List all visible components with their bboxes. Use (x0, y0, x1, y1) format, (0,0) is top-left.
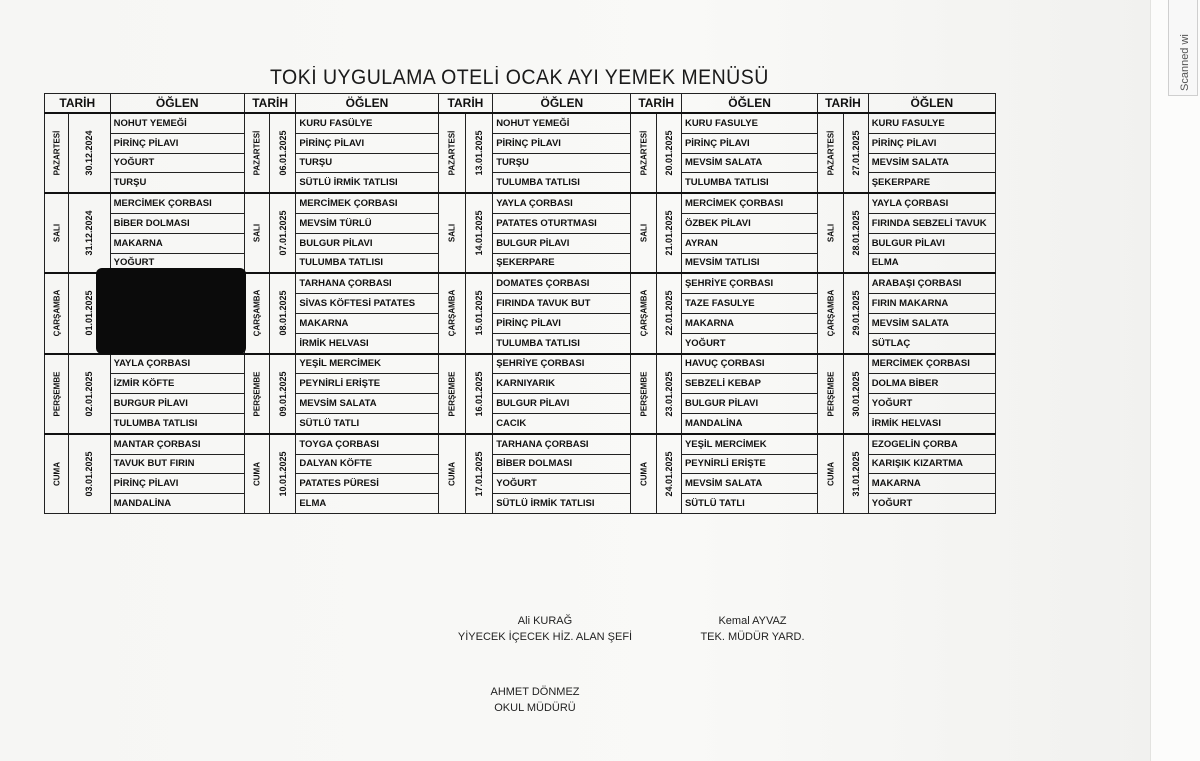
menu-item: EZOGELİN ÇORBA (868, 434, 995, 454)
day-label: ÇARŞAMBA (252, 290, 262, 337)
header-date: TARİH (631, 94, 681, 114)
day-cell (438, 193, 465, 273)
date-label: 15.01.2025 (474, 290, 485, 336)
day-cell (631, 113, 656, 193)
menu-item: AYRAN (681, 233, 817, 253)
date-label: 03.01.2025 (84, 451, 95, 497)
menu-item: PİRİNÇ PİLAVI (868, 133, 995, 153)
header-lunch: ÖĞLEN (681, 94, 817, 114)
day-label: PERŞEMBE (826, 371, 836, 417)
menu-item: BULGUR PİLAVI (296, 233, 438, 253)
menu-item: İRMİK HELVASI (296, 333, 438, 353)
date-label: 20.01.2025 (663, 130, 674, 176)
day-label: SALI (252, 224, 262, 243)
day-label: CUMA (52, 461, 62, 486)
date-label: 07.01.2025 (277, 210, 288, 256)
menu-item: PİRİNÇ PİLAVI (110, 133, 244, 153)
date-cell (844, 273, 868, 353)
date-label: 09.01.2025 (277, 371, 288, 417)
day-cell (244, 193, 269, 273)
menu-item: MANDALİNA (681, 413, 817, 433)
date-cell (465, 273, 492, 353)
date-cell (465, 193, 492, 273)
menu-item: YOĞURT (868, 394, 995, 414)
menu-item: YOĞURT (110, 153, 244, 173)
day-label: CUMA (826, 461, 836, 486)
menu-item: KURU FASULYE (868, 113, 995, 133)
menu-item: ELMA (868, 253, 995, 273)
menu-item: YAYLA ÇORBASI (868, 193, 995, 213)
menu-item: YOĞURT (681, 333, 817, 353)
menu-item: BULGUR PİLAVI (681, 394, 817, 414)
table-row (45, 434, 996, 454)
menu-item: KURU FASÜLYE (296, 113, 438, 133)
menu-item: İRMİK HELVASI (868, 413, 995, 433)
menu-item: MAKARNA (110, 233, 244, 253)
date-cell (465, 113, 492, 193)
day-label: CUMA (252, 461, 262, 486)
menu-item: TURŞU (296, 153, 438, 173)
date-label: 23.01.2025 (663, 371, 674, 417)
menu-item: TARHANA ÇORBASI (296, 273, 438, 293)
date-label: 30.01.2025 (851, 371, 862, 417)
day-label: SALI (52, 224, 62, 243)
menu-item: ELMA (296, 494, 438, 514)
scan-watermark-text: Scanned wi (1179, 34, 1191, 91)
day-cell (631, 434, 656, 514)
menu-item: TULUMBA TATLISI (296, 253, 438, 273)
date-cell (69, 193, 110, 273)
menu-item: ÖZBEK PİLAVI (681, 213, 817, 233)
header-date: TARİH (818, 94, 868, 114)
date-label: 24.01.2025 (663, 451, 674, 497)
menu-item: SÜTLÜ TATLI (296, 413, 438, 433)
redaction-block (96, 268, 246, 354)
menu-item: ŞEKERPARE (493, 253, 631, 273)
menu-item: TOYGA ÇORBASI (296, 434, 438, 454)
menu-item: MANTAR ÇORBASI (110, 434, 244, 454)
menu-item: FIRIN MAKARNA (868, 294, 995, 314)
day-cell (631, 273, 656, 353)
menu-item: PİRİNÇ PİLAVI (493, 133, 631, 153)
signature-name: Kemal AYVAZ (718, 615, 787, 627)
date-cell (656, 354, 681, 434)
date-label: 28.01.2025 (851, 210, 862, 256)
header-lunch: ÖĞLEN (493, 94, 631, 114)
menu-item: TURŞU (493, 153, 631, 173)
day-cell (438, 113, 465, 193)
date-cell (844, 434, 868, 514)
menu-item: MERCİMEK ÇORBASI (296, 193, 438, 213)
menu-item: TULUMBA TATLISI (681, 173, 817, 193)
date-cell (465, 354, 492, 434)
table-row (45, 354, 996, 374)
day-label: ÇARŞAMBA (447, 290, 457, 337)
page-title: TOKİ UYGULAMA OTELİ OCAK AYI YEMEK MENÜSÜ (270, 66, 769, 89)
menu-item: YOĞURT (868, 494, 995, 514)
date-cell (656, 434, 681, 514)
menu-item: PİRİNÇ PİLAVI (681, 133, 817, 153)
day-cell (45, 113, 69, 193)
menu-item: İZMİR KÖFTE (110, 374, 244, 394)
date-cell (844, 193, 868, 273)
menu-item: FIRINDA TAVUK BUT (493, 294, 631, 314)
signature-name: AHMET DÖNMEZ (490, 686, 580, 698)
day-cell (244, 434, 269, 514)
date-label: 22.01.2025 (663, 290, 674, 336)
day-label: ÇARŞAMBA (52, 290, 62, 337)
menu-item: SEBZELİ KEBAP (681, 374, 817, 394)
day-label: PERŞEMBE (52, 371, 62, 417)
date-cell (465, 434, 492, 514)
signature-role: TEK. MÜDÜR YARD. (700, 631, 805, 643)
signature-block-3 (475, 684, 595, 716)
menu-item: TAVUK BUT FIRIN (110, 454, 244, 474)
menu-item: TULUMBA TATLISI (110, 413, 244, 433)
date-label: 31.12.2024 (84, 210, 95, 256)
menu-item: SÜTLÜ TATLI (681, 494, 817, 514)
menu-item: MEVSİM SALATA (868, 313, 995, 333)
day-cell (45, 193, 69, 273)
day-cell (818, 113, 844, 193)
date-cell (270, 113, 296, 193)
menu-item: YAYLA ÇORBASI (110, 354, 244, 374)
menu-item: BİBER DOLMASI (493, 454, 631, 474)
menu-item: FIRINDA SEBZELİ TAVUK (868, 213, 995, 233)
table-row (45, 113, 996, 133)
menu-item: MERCİMEK ÇORBASI (681, 193, 817, 213)
date-label: 02.01.2025 (84, 371, 95, 417)
menu-item: MEVSİM TATLISI (681, 253, 817, 273)
menu-item: DOLMA BİBER (868, 374, 995, 394)
date-label: 14.01.2025 (474, 210, 485, 256)
date-label: 29.01.2025 (851, 290, 862, 336)
day-cell (818, 434, 844, 514)
day-cell (631, 354, 656, 434)
day-cell (631, 193, 656, 273)
header-date: TARİH (244, 94, 295, 114)
signature-name: Ali KURAĞ (517, 615, 573, 627)
date-label: 30.12.2024 (84, 130, 95, 176)
menu-item: DOMATES ÇORBASI (493, 273, 631, 293)
menu-item: TULUMBA TATLISI (493, 333, 631, 353)
menu-item: SÜTLÜ İRMİK TATLISI (296, 173, 438, 193)
menu-item: PEYNİRLİ ERİŞTE (296, 374, 438, 394)
date-cell (270, 273, 296, 353)
menu-item: PİRİNÇ PİLAVI (493, 313, 631, 333)
day-cell (438, 434, 465, 514)
date-label: 31.01.2025 (851, 451, 862, 497)
day-label: PAZARTESİ (52, 130, 62, 176)
day-label: SALI (639, 224, 649, 243)
menu-item: SİVAS KÖFTESİ PATATES (296, 294, 438, 314)
menu-item: TAZE FASULYE (681, 294, 817, 314)
menu-item: CACIK (493, 413, 631, 433)
header-date: TARİH (45, 94, 111, 114)
day-label: SALI (447, 224, 457, 243)
day-label: ÇARŞAMBA (826, 290, 836, 337)
menu-item: TARHANA ÇORBASI (493, 434, 631, 454)
page-edge (1150, 0, 1200, 761)
day-cell (818, 193, 844, 273)
day-label: PAZARTESİ (447, 130, 457, 176)
date-cell (270, 354, 296, 434)
date-cell (844, 113, 868, 193)
menu-item: DALYAN KÖFTE (296, 454, 438, 474)
date-label: 06.01.2025 (277, 130, 288, 176)
menu-item: NOHUT YEMEĞİ (110, 113, 244, 133)
menu-item: PEYNİRLİ ERİŞTE (681, 454, 817, 474)
date-label: 21.01.2025 (663, 210, 674, 256)
day-label: CUMA (447, 461, 457, 486)
signature-role: YİYECEK İÇECEK HİZ. ALAN ŞEFİ (457, 631, 633, 643)
menu-item: TULUMBA TATLISI (493, 173, 631, 193)
menu-item: ŞEHRİYE ÇORBASI (493, 354, 631, 374)
menu-item: HAVUÇ ÇORBASI (681, 354, 817, 374)
menu-item: YEŞİL MERCİMEK (296, 354, 438, 374)
header-date: TARİH (438, 94, 493, 114)
date-label: 16.01.2025 (474, 371, 485, 417)
menu-item: MANDALİNA (110, 494, 244, 514)
menu-item: ŞEHRİYE ÇORBASI (681, 273, 817, 293)
date-label: 13.01.2025 (474, 130, 485, 176)
header-lunch: ÖĞLEN (296, 94, 438, 114)
date-label: 01.01.2025 (84, 290, 95, 336)
day-label: PERŞEMBE (252, 371, 262, 417)
menu-item: ARABAŞI ÇORBASI (868, 273, 995, 293)
menu-item: PİRİNÇ PİLAVI (110, 474, 244, 494)
menu-item: MEVSİM SALATA (296, 394, 438, 414)
menu-item: ŞEKERPARE (868, 173, 995, 193)
date-label: 08.01.2025 (277, 290, 288, 336)
day-label: SALI (826, 224, 836, 243)
menu-item: MERCİMEK ÇORBASI (110, 193, 244, 213)
date-cell (69, 113, 110, 193)
day-cell (438, 273, 465, 353)
menu-item: MEVSİM SALATA (681, 153, 817, 173)
menu-item: YOĞURT (110, 253, 244, 273)
signature-block-2 (680, 613, 825, 645)
menu-item: MAKARNA (296, 313, 438, 333)
menu-item: BURGUR PİLAVI (110, 394, 244, 414)
day-cell (45, 434, 69, 514)
menu-item: KURU FASULYE (681, 113, 817, 133)
date-cell (69, 354, 110, 434)
menu-item: YEŞİL MERCİMEK (681, 434, 817, 454)
day-cell (438, 354, 465, 434)
menu-item: MEVSİM SALATA (681, 474, 817, 494)
header-lunch: ÖĞLEN (868, 94, 995, 114)
day-cell (818, 354, 844, 434)
menu-item: KARNIYARIK (493, 374, 631, 394)
date-cell (270, 434, 296, 514)
menu-item: NOHUT YEMEĞİ (493, 113, 631, 133)
table-row (45, 193, 996, 213)
menu-item: KARIŞIK KIZARTMA (868, 454, 995, 474)
menu-item: SÜTLÜ İRMİK TATLISI (493, 494, 631, 514)
date-cell (844, 354, 868, 434)
day-cell (244, 113, 269, 193)
menu-item: BULGUR PİLAVI (868, 233, 995, 253)
day-label: PAZARTESİ (639, 130, 649, 176)
menu-item: PİRİNÇ PİLAVI (296, 133, 438, 153)
menu-item: SÜTLAÇ (868, 333, 995, 353)
day-cell (45, 354, 69, 434)
signature-block-1 (455, 613, 635, 645)
date-label: 10.01.2025 (277, 451, 288, 497)
menu-item: MAKARNA (681, 313, 817, 333)
day-label: PERŞEMBE (639, 371, 649, 417)
date-cell (270, 193, 296, 273)
date-cell (656, 193, 681, 273)
date-label: 17.01.2025 (474, 451, 485, 497)
menu-item: YAYLA ÇORBASI (493, 193, 631, 213)
day-label: ÇARŞAMBA (639, 290, 649, 337)
menu-item: BULGUR PİLAVI (493, 394, 631, 414)
date-cell (656, 113, 681, 193)
scan-watermark (1168, 0, 1198, 96)
date-cell (69, 434, 110, 514)
menu-item: BULGUR PİLAVI (493, 233, 631, 253)
day-label: PERŞEMBE (447, 371, 457, 417)
menu-item: MAKARNA (868, 474, 995, 494)
menu-item: YOĞURT (493, 474, 631, 494)
menu-item: BİBER DOLMASI (110, 213, 244, 233)
day-cell (244, 354, 269, 434)
header-lunch: ÖĞLEN (110, 94, 244, 114)
menu-item: MERCİMEK ÇORBASI (868, 354, 995, 374)
menu-item: PATATES OTURTMASI (493, 213, 631, 233)
day-cell (244, 273, 269, 353)
menu-item: MEVSİM SALATA (868, 153, 995, 173)
menu-item: TURŞU (110, 173, 244, 193)
day-label: PAZARTESİ (252, 130, 262, 176)
date-label: 27.01.2025 (851, 130, 862, 176)
signature-role: OKUL MÜDÜRÜ (494, 702, 576, 714)
date-cell (656, 273, 681, 353)
header-row (45, 94, 996, 114)
menu-item: MEVSİM TÜRLÜ (296, 213, 438, 233)
day-cell (818, 273, 844, 353)
day-label: CUMA (639, 461, 649, 486)
menu-item: PATATES PÜRESİ (296, 474, 438, 494)
day-label: PAZARTESİ (826, 130, 836, 176)
day-cell (45, 273, 69, 353)
